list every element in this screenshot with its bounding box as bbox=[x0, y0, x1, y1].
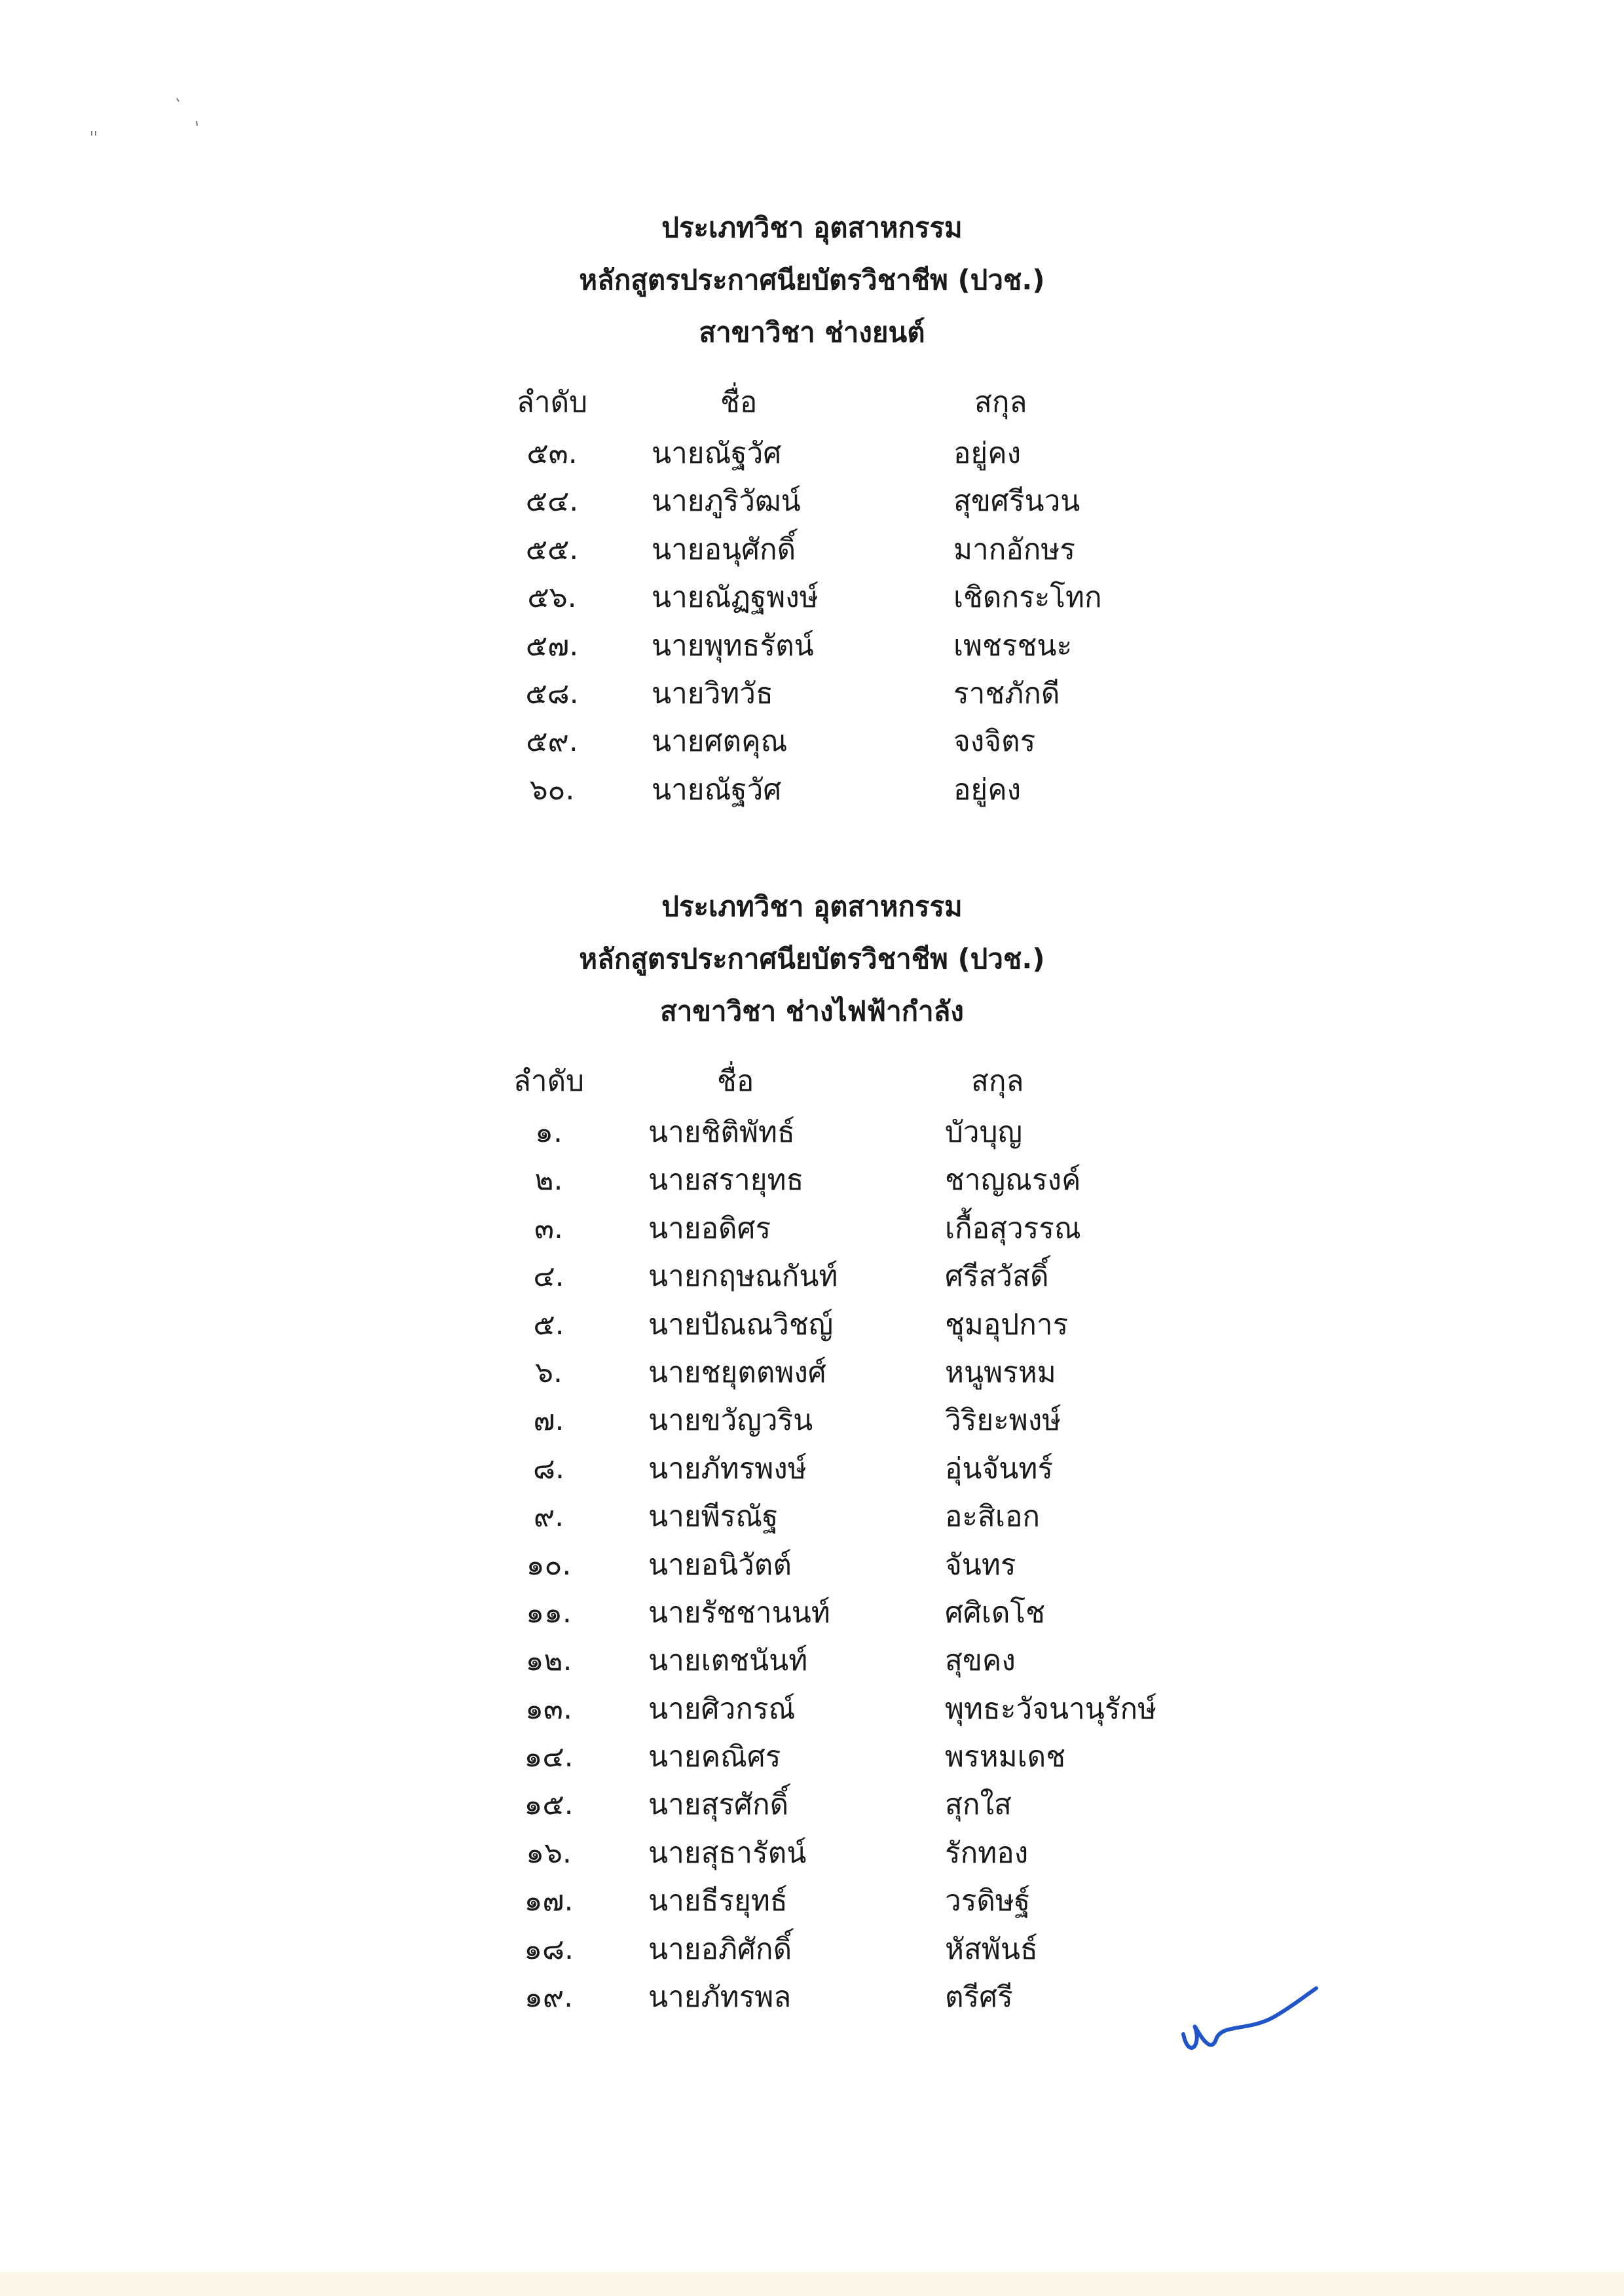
row-number: ๑๗. bbox=[524, 1884, 574, 1918]
student-surname: ชาญณรงค์ bbox=[945, 1163, 1081, 1197]
student-surname: สุขศรีนวน bbox=[953, 484, 1080, 519]
student-surname: เพชรชนะ bbox=[953, 629, 1073, 663]
heading-program: หลักสูตรประกาศนียบัตรวิชาชีพ (ปวช.) bbox=[579, 943, 1045, 975]
student-name: นายเตชนันท์ bbox=[648, 1644, 808, 1678]
student-surname: วิริยะพงษ์ bbox=[945, 1404, 1061, 1438]
table-row bbox=[0, 1782, 1624, 1830]
student-table-electrical bbox=[0, 1059, 1624, 2022]
student-surname: ราชภักดี bbox=[953, 676, 1060, 710]
student-name: นายชิติพัทธ์ bbox=[648, 1116, 795, 1149]
heading-category: ประเภทวิชา อุตสาหกรรม bbox=[661, 211, 963, 244]
student-name: นายขวัญวริน bbox=[648, 1404, 813, 1438]
row-number: ๕๗. bbox=[525, 629, 579, 663]
table-row bbox=[0, 1398, 1624, 1446]
table-row bbox=[0, 431, 1624, 479]
row-number: ๙. bbox=[533, 1500, 564, 1534]
student-surname: จงจิตร bbox=[953, 725, 1036, 759]
student-name: นายกฤษณกันท์ bbox=[648, 1260, 838, 1294]
student-surname: พุทธะวัจนานุรักษ์ bbox=[945, 1692, 1157, 1726]
table-row bbox=[0, 1638, 1624, 1686]
row-number: ๕๘. bbox=[525, 676, 579, 710]
student-name: นายคณิศร bbox=[648, 1740, 781, 1774]
student-surname: รักทอง bbox=[945, 1836, 1029, 1870]
student-surname: สุขคง bbox=[945, 1644, 1016, 1678]
row-number: ๑๔. bbox=[524, 1740, 574, 1774]
student-name: นายศตคุณ bbox=[652, 725, 788, 759]
table-row bbox=[0, 1590, 1624, 1638]
student-surname: ชุมอุปการ bbox=[945, 1307, 1069, 1341]
student-name: นายอดิศร bbox=[648, 1211, 771, 1245]
column-header-order: ลำดับ bbox=[513, 1065, 585, 1098]
heading-major: สาขาวิชา ช่างยนต์ bbox=[699, 316, 925, 348]
student-surname: มากอักษร bbox=[953, 532, 1076, 566]
student-surname: บัวบุญ bbox=[945, 1116, 1023, 1149]
table-row bbox=[0, 1157, 1624, 1205]
section-heading-auto bbox=[0, 202, 1624, 359]
table-row bbox=[0, 1831, 1624, 1878]
row-number: ๕๔. bbox=[525, 484, 579, 519]
table-row bbox=[0, 1110, 1624, 1157]
student-name: นายอภิศักดิ์ bbox=[648, 1932, 792, 1966]
student-name: นายภูริวัฒน์ bbox=[652, 484, 801, 519]
student-name: นายรัชชานนท์ bbox=[648, 1595, 830, 1630]
student-name: นายพีรณัฐ bbox=[648, 1500, 779, 1534]
column-header-order: ลำดับ bbox=[516, 386, 588, 419]
table-row bbox=[0, 767, 1624, 815]
row-number: ๕๙. bbox=[526, 725, 578, 759]
row-number: ๖๐. bbox=[529, 773, 575, 807]
table-row bbox=[0, 623, 1624, 671]
row-number: ๘. bbox=[533, 1451, 564, 1485]
row-number: ๔. bbox=[533, 1260, 564, 1294]
table-row bbox=[0, 1542, 1624, 1590]
column-header-surname: สกุล bbox=[974, 386, 1027, 419]
row-number: ๑๘. bbox=[524, 1932, 574, 1966]
student-name: นายณัฏฐพงษ์ bbox=[652, 581, 819, 615]
scan-mark bbox=[85, 92, 216, 144]
row-number: ๑๒. bbox=[525, 1644, 572, 1678]
row-number: ๑๕. bbox=[524, 1788, 574, 1822]
table-row bbox=[0, 1686, 1624, 1734]
table-header bbox=[0, 1059, 1624, 1110]
heading-program: หลักสูตรประกาศนียบัตรวิชาชีพ (ปวช.) bbox=[579, 264, 1045, 296]
table-row bbox=[0, 1206, 1624, 1254]
student-name: นายปัณณวิชญ์ bbox=[648, 1307, 834, 1341]
column-header-surname: สกุล bbox=[971, 1065, 1024, 1098]
row-number: ๑๐. bbox=[526, 1548, 572, 1582]
table-row bbox=[0, 1927, 1624, 1975]
row-number: ๕๕. bbox=[525, 532, 579, 566]
column-header-name: ชื่อ bbox=[720, 386, 758, 419]
row-number: ๕. bbox=[533, 1307, 564, 1341]
column-header-name: ชื่อ bbox=[717, 1065, 754, 1098]
student-name: นายสุรศักดิ์ bbox=[648, 1788, 789, 1822]
student-table-auto bbox=[0, 380, 1624, 815]
heading-major: สาขาวิชา ช่างไฟฟ้ากำลัง bbox=[660, 995, 964, 1027]
row-number: ๑๙. bbox=[524, 1980, 574, 2014]
table-row bbox=[0, 1254, 1624, 1302]
student-surname: ศรีสวัสดิ์ bbox=[945, 1260, 1049, 1294]
row-number: ๗. bbox=[533, 1404, 564, 1438]
student-name: นายสรายุทธ bbox=[648, 1163, 804, 1197]
student-surname: อะสิเอก bbox=[945, 1500, 1041, 1534]
table-row bbox=[0, 527, 1624, 575]
row-number: ๑. bbox=[535, 1116, 563, 1149]
student-surname: วรดิษฐ์ bbox=[945, 1884, 1031, 1918]
student-name: นายสุธารัตน์ bbox=[648, 1836, 807, 1870]
student-surname: เกื้อสุวรรณ bbox=[945, 1211, 1081, 1245]
table-row bbox=[0, 1494, 1624, 1542]
student-name: นายณัฐวัศ bbox=[652, 437, 782, 470]
student-surname: ศศิเดโช bbox=[945, 1595, 1045, 1630]
row-number: ๕๓. bbox=[526, 437, 578, 470]
student-name: นายวิทวัธ bbox=[652, 676, 773, 710]
signature-mark bbox=[1175, 1961, 1320, 2066]
table-row bbox=[0, 1878, 1624, 1926]
section-heading-electrical bbox=[0, 881, 1624, 1038]
table-row bbox=[0, 1302, 1624, 1350]
student-surname: หัสพันธ์ bbox=[945, 1932, 1038, 1966]
student-surname: อยู่คง bbox=[953, 773, 1022, 807]
student-name: นายภัทรพงษ์ bbox=[648, 1451, 807, 1485]
student-name: นายอนิวัตต์ bbox=[648, 1548, 792, 1582]
student-surname: เชิดกระโทก bbox=[953, 581, 1102, 615]
table-row bbox=[0, 479, 1624, 526]
student-surname: อยู่คง bbox=[953, 437, 1022, 470]
row-number: ๑๓. bbox=[525, 1692, 572, 1726]
student-surname: พรหมเดช bbox=[945, 1740, 1066, 1774]
table-row bbox=[0, 1734, 1624, 1782]
student-name: นายชยุตตพงศ์ bbox=[648, 1355, 826, 1389]
student-surname: สุกใส bbox=[945, 1788, 1012, 1822]
student-surname: จันทร bbox=[945, 1548, 1016, 1582]
row-number: ๖. bbox=[535, 1355, 563, 1389]
row-number: ๑๖. bbox=[526, 1836, 572, 1870]
student-surname: ตรีศรี bbox=[945, 1980, 1013, 2014]
student-name: นายอนุศักดิ์ bbox=[652, 532, 796, 566]
student-name: นายณัฐวัศ bbox=[652, 773, 782, 807]
table-row bbox=[0, 1350, 1624, 1398]
table-row bbox=[0, 671, 1624, 719]
table-header bbox=[0, 380, 1624, 431]
student-surname: อุ่นจันทร์ bbox=[945, 1451, 1053, 1485]
table-row bbox=[0, 1975, 1624, 2022]
row-number: ๓. bbox=[534, 1211, 564, 1245]
student-name: นายภัทรพล bbox=[648, 1980, 792, 2014]
table-row bbox=[0, 1446, 1624, 1494]
table-row bbox=[0, 719, 1624, 767]
heading-category: ประเภทวิชา อุตสาหกรรม bbox=[661, 890, 963, 922]
student-surname: หนูพรหม bbox=[945, 1355, 1056, 1389]
student-name: นายศิวกรณ์ bbox=[648, 1692, 796, 1726]
row-number: ๕๖. bbox=[527, 581, 577, 615]
student-name: นายธีรยุทธ์ bbox=[648, 1884, 788, 1918]
row-number: ๒. bbox=[534, 1163, 563, 1197]
student-name: นายพุทธรัตน์ bbox=[652, 629, 814, 663]
page-footer-band bbox=[0, 2272, 1624, 2296]
row-number: ๑๑. bbox=[526, 1595, 572, 1630]
table-row bbox=[0, 575, 1624, 623]
